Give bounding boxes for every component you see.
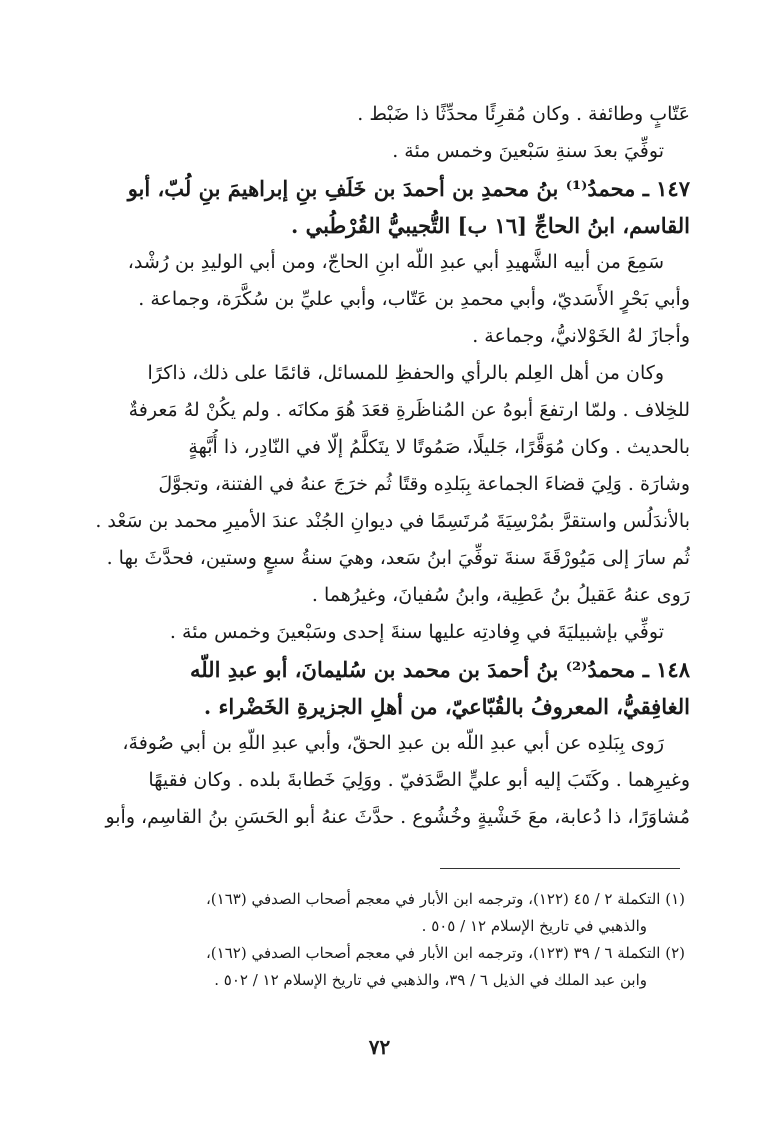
body-line: توفِّيَ بعدَ سنةِ سَبْعينَ وخمس مئة .	[392, 140, 664, 162]
body-line: عَتّابٍ وطائفة . وكان مُقرِئًا محدِّثًا ذا ضَبْط .	[357, 103, 690, 125]
body-line: وكان من أهل العِلم بالرأي والحفظِ للمسائل، قائمًا على ذلك، ذاكرًا	[147, 362, 664, 384]
page-number: ٧٢	[368, 1035, 391, 1059]
body-line: توفِّي بإشبيليَةَ في وِفادتِه عليها سنةَ إحدى وسَبْعينَ وخمس مئة .	[169, 621, 664, 643]
body-line: وشارَة . وَلِيَ قضاءَ الجماعة بِبَلدِه وقتًا ثُم خرَجَ عنهُ في الفتنة، وتجوَّلَ	[158, 473, 690, 495]
footnote-1: (١) التكملة ٢ / ٤٥ (١٢٢)، وترجمه ابن الأبار في معجم أصحاب الصدفي (١٦٣)،	[205, 890, 685, 908]
footnote-1-cont: والذهبي في تاريخ الإسلام ١٢ / ٥٠٥ .	[421, 917, 647, 935]
body-line: وأجازَ لهُ الخَوْلانيُّ، وجماعة .	[472, 325, 690, 347]
body-line: ثُم سارَ إلى مَيُورْقَةَ سنةَ توفِّيَ ابنُ سَعد، وهيَ سنةُ سبعٍ وستين، فحدَّثَ بها .	[106, 547, 690, 569]
entry-heading-147-cont: القاسم، ابنُ الحاجِّ [١٦ ب] التُّجيبيُّ القُرْطُبي .	[290, 213, 690, 238]
entry-heading-148-cont: الغافِقيُّ، المعروفُ بالقُبّاعيّ، من أهلِ الجزيرةِ الخَضْراء .	[203, 694, 690, 719]
footnote-divider	[440, 868, 680, 869]
body-line: وغيرِهما . وكَتَبَ إليه أبو عليٍّ الصَّدَفيّ . ووَلِيَ خَطابةَ بلده . وكان فقيهًا	[148, 769, 690, 791]
footnotes	[70, 886, 685, 994]
body-line: بالحديث . وكان مُوَقَّرًا، جَليلًا، صَمُوتًا لا يتَكلَّمُ إلّا في النّادِر، ذا أُبَّهةٍ	[188, 436, 690, 458]
body-line: سَمِعَ من أبيه الشَّهيدِ أبي عبدِ اللّه ابنِ الحاجّ، ومن أبي الوليدِ بن رُشْد،	[127, 251, 664, 273]
footnote-2-cont: وابن عبد الملك في الذيل ٦ / ٣٩، والذهبي في تاريخ الإسلام ١٢ / ٥٠٢ .	[214, 971, 647, 989]
body-line: للخِلاف . ولمّا ارتفعَ أبوهُ عن المُناظَرةِ قعَدَ هُوَ مكانَه . ولم يكُنْ لهُ مَعرفةٌ	[128, 399, 690, 421]
footnote-2: (٢) التكملة ٦ / ٣٩ (١٢٣)، وترجمه ابن الأبار في معجم أصحاب الصدفي (١٦٢)،	[205, 944, 685, 962]
body-line: مُشاوَرًا، ذا دُعابة، معَ خَشْيةٍ وخُشُوع . حدَّثَ عنهُ أبو الحَسَنِ بنُ القاسِم، وأبو	[105, 806, 690, 828]
body-line: بالأندَلُس واستقرَّ بمُرْسِيَةَ مُرتَسِمًا في ديوانِ الجُنْد عندَ الأميرِ محمد بن سَعْد .	[95, 510, 690, 532]
body-line: رَوى بِبَلدِه عن أبي عبدِ اللّه بن عبدِ الحقّ، وأبي عبدِ اللّهِ بن أبي صُوفةَ،	[122, 732, 664, 754]
body-line: رَوى عنهُ عَقيلُ بنُ عَطِية، وابنُ سُفيانَ، وغيرُهما .	[311, 584, 690, 606]
entry-heading-147: ١٤٧ ـ محمدُ⁽¹⁾ بنُ محمدِ بن أحمدَ بن خَلَفِ بنِ إبراهيمَ بنِ لُبّ، أبو	[127, 176, 690, 201]
body-line: وأبي بَحْرٍ الأَسَديّ، وأبي محمدِ بن عَتّاب، وأبي عليِّ بن سُكَّرَة، وجماعة .	[138, 288, 690, 310]
entry-heading-148: ١٤٨ ـ محمدُ⁽²⁾ بنُ أحمدَ بن محمد بن سُليمانَ، أبو عبدِ اللّه	[189, 657, 690, 682]
main-text	[78, 96, 690, 836]
